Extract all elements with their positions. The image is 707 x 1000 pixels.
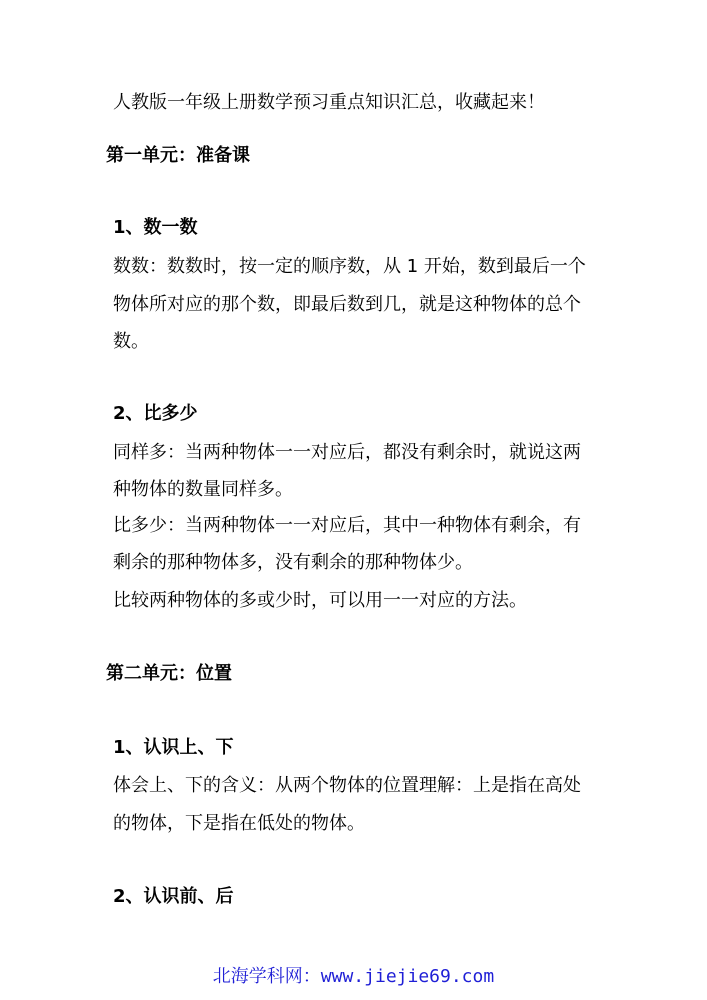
section-2-2-heading: 2、认识前、后	[113, 886, 234, 907]
section-1-2-heading: 2、比多少	[113, 403, 198, 424]
section-1-2-line: 同样多：当两种物体一一对应后，都没有剩余时，就说这两	[113, 442, 581, 463]
section-1-1-line: 物体所对应的那个数，即最后数到几，就是这种物体的总个	[113, 294, 581, 315]
section-1-2-line: 剩余的那种物体多，没有剩余的那种物体少。	[113, 552, 473, 573]
footer-watermark: 北海学科网：www.jiejie69.com	[212, 966, 495, 987]
section-1-2-line: 种物体的数量同样多。	[113, 479, 293, 500]
unit-1-heading: 第一单元：准备课	[106, 145, 250, 166]
section-1-2-line: 比多少：当两种物体一一对应后，其中一种物体有剩余，有	[113, 515, 581, 536]
section-2-1-heading: 1、认识上、下	[113, 737, 234, 758]
section-2-1-line: 的物体，下是指在低处的物体。	[113, 813, 365, 834]
section-1-1-line: 数数：数数时，按一定的顺序数，从 1 开始，数到最后一个	[113, 256, 586, 277]
intro-text: 人教版一年级上册数学预习重点知识汇总，收藏起来！	[113, 92, 545, 113]
section-1-2-line: 比较两种物体的多或少时，可以用一一对应的方法。	[113, 590, 527, 611]
section-1-1-heading: 1、数一数	[113, 217, 198, 238]
section-1-1-line: 数。	[113, 331, 149, 352]
unit-2-heading: 第二单元：位置	[106, 663, 232, 684]
section-2-1-line: 体会上、下的含义：从两个物体的位置理解：上是指在高处	[113, 775, 581, 796]
